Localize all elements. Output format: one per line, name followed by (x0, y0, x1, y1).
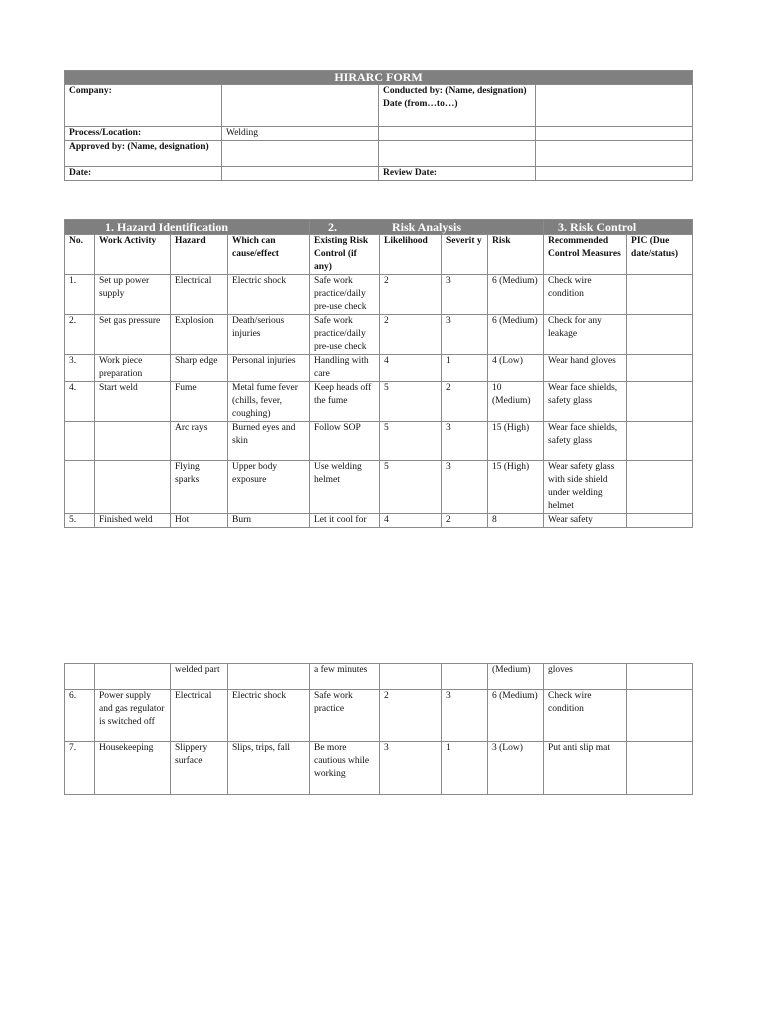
row-effect: Death/serious injuries (228, 315, 310, 355)
row-recommended-control: Wear hand gloves (544, 355, 627, 382)
section-risk-analysis-title: Risk Analysis (392, 220, 462, 234)
row-severity: 3 (442, 422, 488, 461)
table-row (65, 275, 693, 315)
header-effect: Which can cause/effect (228, 235, 310, 275)
table-row (65, 422, 693, 461)
row-hazard: Hot (171, 514, 228, 528)
row-work-activity: Start weld (95, 382, 171, 422)
header-severity: Severit y (442, 235, 488, 275)
row-existing-control: Safe work practice (310, 690, 380, 742)
row-pic (627, 742, 693, 795)
row-hazard: Electrical (171, 275, 228, 315)
conducted-by-label: Conducted by: (Name, designation) (383, 86, 527, 96)
row-existing-control: Safe work practice/daily pre-use check (310, 275, 380, 315)
header-risk: Risk (488, 235, 544, 275)
row-hazard: Fume (171, 382, 228, 422)
row-effect: Slips, trips, fall (228, 742, 310, 795)
row-work-activity: Set gas pressure (95, 315, 171, 355)
row-existing-control: Safe work practice/daily pre-use check (310, 315, 380, 355)
row-recommended-control: Wear face shields, safety glass (544, 382, 627, 422)
row-severity (442, 664, 488, 690)
row-effect: Personal injuries (228, 355, 310, 382)
row-no: 7. (65, 742, 95, 795)
date-label: Date: (65, 167, 222, 181)
form-title: HIRARC FORM (65, 71, 693, 85)
row-no: 1. (65, 275, 95, 315)
row-pic (627, 422, 693, 461)
row-risk: 4 (Low) (488, 355, 544, 382)
row-work-activity: Housekeeping (95, 742, 171, 795)
row-likelihood: 5 (380, 461, 442, 514)
table-row (65, 382, 693, 422)
section-risk-control: 3. Risk Control (544, 220, 693, 235)
row-hazard: Electrical (171, 690, 228, 742)
row-pic (627, 275, 693, 315)
row-risk: 15 (High) (488, 461, 544, 514)
row-hazard: Arc rays (171, 422, 228, 461)
row-hazard: Flying sparks (171, 461, 228, 514)
approved-by-label: Approved by: (Name, designation) (65, 141, 222, 167)
row-effect (228, 664, 310, 690)
row-no: 6. (65, 690, 95, 742)
row-pic (627, 461, 693, 514)
row-pic (627, 514, 693, 528)
row-existing-control: Handling with care (310, 355, 380, 382)
row-likelihood: 4 (380, 355, 442, 382)
review-date-label: Review Date: (379, 167, 536, 181)
conducted-by-value (536, 85, 693, 127)
table-row (65, 514, 693, 528)
row-likelihood (380, 664, 442, 690)
row-no (65, 461, 95, 514)
row-effect: Burned eyes and skin (228, 422, 310, 461)
row-recommended-control: Check wire condition (544, 275, 627, 315)
row-likelihood: 2 (380, 315, 442, 355)
row-no: 2. (65, 315, 95, 355)
row-no: 5. (65, 514, 95, 528)
row-recommended-control: Wear safety (544, 514, 627, 528)
row-risk: 6 (Medium) (488, 315, 544, 355)
row-severity: 3 (442, 461, 488, 514)
header-existing-control: Existing Risk Control (if any) (310, 235, 380, 275)
row-work-activity (95, 664, 171, 690)
row-risk: 3 (Low) (488, 742, 544, 795)
row-no: 4. (65, 382, 95, 422)
hirarc-risk-table (64, 219, 693, 528)
row-existing-control: a few minutes (310, 664, 380, 690)
row-effect: Burn (228, 514, 310, 528)
row-no (65, 664, 95, 690)
row-likelihood: 5 (380, 382, 442, 422)
row-likelihood: 2 (380, 690, 442, 742)
row-recommended-control: Wear safety glass with side shield under welding helmet (544, 461, 627, 514)
table-row (65, 461, 693, 514)
row-severity: 3 (442, 690, 488, 742)
hirarc-risk-table-continued (64, 663, 693, 795)
row-recommended-control: gloves (544, 664, 627, 690)
table-header-row (65, 235, 693, 275)
row-work-activity: Work piece preparation (95, 355, 171, 382)
table-row (65, 690, 693, 742)
row-existing-control: Follow SOP (310, 422, 380, 461)
row-severity: 2 (442, 514, 488, 528)
company-value (222, 85, 379, 127)
row-no (65, 422, 95, 461)
row-recommended-control: Check for any leakage (544, 315, 627, 355)
header-hazard: Hazard (171, 235, 228, 275)
row-hazard: Slippery surface (171, 742, 228, 795)
section-hazard-identification: 1. Hazard Identification (65, 220, 310, 235)
row-work-activity: Set up power supply (95, 275, 171, 315)
table-row (65, 742, 693, 795)
row-severity: 1 (442, 355, 488, 382)
process-label: Process/Location: (65, 127, 222, 141)
row-pic (627, 382, 693, 422)
header-likelihood: Likelihood (380, 235, 442, 275)
section-risk-analysis (310, 220, 544, 235)
row-likelihood: 3 (380, 742, 442, 795)
row-pic (627, 690, 693, 742)
table-row (65, 355, 693, 382)
row-existing-control: Keep heads off the fume (310, 382, 380, 422)
row-severity: 3 (442, 275, 488, 315)
row-effect: Metal fume fever (chills, fever, coughing) (228, 382, 310, 422)
row-recommended-control: Wear face shields, safety glass (544, 422, 627, 461)
header-work-activity: Work Activity (95, 235, 171, 275)
row-work-activity (95, 422, 171, 461)
header-pic: PIC (Due date/status) (627, 235, 693, 275)
row-effect: Electric shock (228, 275, 310, 315)
row-risk: 15 (High) (488, 422, 544, 461)
conducted-by-cell (379, 85, 536, 127)
row-work-activity: Power supply and gas regulator is switched off (95, 690, 171, 742)
table-row (65, 664, 693, 690)
row-work-activity (95, 461, 171, 514)
row-pic (627, 664, 693, 690)
row-hazard: Explosion (171, 315, 228, 355)
row-recommended-control: Put anti slip mat (544, 742, 627, 795)
row-severity: 1 (442, 742, 488, 795)
row-hazard: welded part (171, 664, 228, 690)
row-work-activity: Finished weld (95, 514, 171, 528)
row-risk: 6 (Medium) (488, 690, 544, 742)
hirarc-header-form (64, 70, 693, 181)
company-label: Company: (65, 85, 222, 127)
row-severity: 2 (442, 382, 488, 422)
row-existing-control: Be more cautious while working (310, 742, 380, 795)
row-effect: Upper body exposure (228, 461, 310, 514)
header-no: No. (65, 235, 95, 275)
row-effect: Electric shock (228, 690, 310, 742)
row-risk: (Medium) (488, 664, 544, 690)
row-risk: 8 (488, 514, 544, 528)
row-existing-control: Use welding helmet (310, 461, 380, 514)
row-risk: 6 (Medium) (488, 275, 544, 315)
table-row (65, 315, 693, 355)
row-likelihood: 5 (380, 422, 442, 461)
row-pic (627, 315, 693, 355)
process-value: Welding (222, 127, 379, 141)
row-likelihood: 2 (380, 275, 442, 315)
row-likelihood: 4 (380, 514, 442, 528)
row-no: 3. (65, 355, 95, 382)
row-recommended-control: Check wire condition (544, 690, 627, 742)
header-recommended-control: Recommended Control Measures (544, 235, 627, 275)
row-hazard: Sharp edge (171, 355, 228, 382)
row-severity: 3 (442, 315, 488, 355)
row-existing-control: Let it cool for (310, 514, 380, 528)
section-risk-analysis-number: 2. (328, 220, 337, 234)
date-range-label: Date (from…to…) (383, 99, 458, 109)
row-risk: 10 (Medium) (488, 382, 544, 422)
row-pic (627, 355, 693, 382)
